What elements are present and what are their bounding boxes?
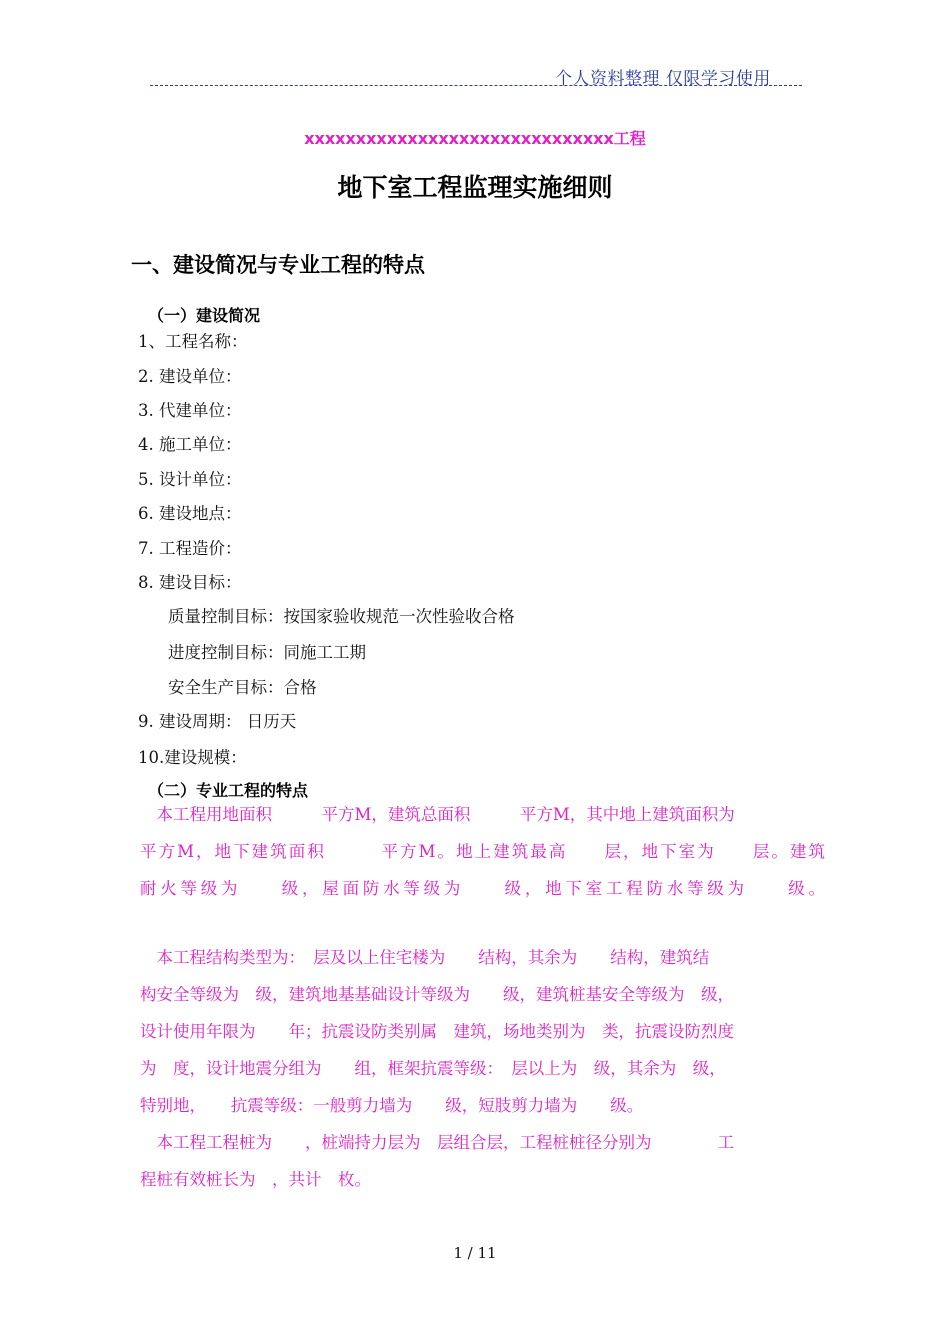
item-location: 6. 建设地点： [138,504,242,523]
paragraph-line: 本工程结构类型为： 层及以上住宅楼为 结构，其余为 结构，建筑结 [140,948,710,967]
paragraph-line: 耐火等级为 级，屋面防水等级为 级，地下室工程防水等级为 级。 [140,879,825,898]
item-project-name: 1、工程名称： [138,332,248,351]
paragraph-line: 本工程工程桩为 ，桩端持力层为 层组合层，工程桩桩径分别为 工 [140,1133,734,1152]
item-scale: 10.建设规模： [138,748,247,767]
page-number: 1 / 11 [453,1244,497,1262]
goal-schedule: 进度控制目标：同施工工期 [168,643,366,662]
item-goals: 8. 建设目标： [138,573,242,592]
paragraph-line: 设计使用年限为 年；抗震设防类别属 建筑，场地类别为 类，抗震设防烈度 [140,1022,734,1041]
paragraph-line: 程桩有效桩长为 ，共计 枚。 [140,1170,371,1189]
goal-quality: 质量控制目标：按国家验收规范一次性验收合格 [168,607,515,626]
item-owner: 2. 建设单位： [138,367,242,386]
item-agent: 3. 代建单位： [138,401,242,420]
item-designer: 5. 设计单位： [138,470,242,489]
paragraph-line: 平方M，地下建筑面积 平方M。地上建筑最高 层，地下室为 层。建筑 [140,842,825,861]
goal-safety: 安全生产目标：合格 [168,678,317,697]
paragraph-line: 为 度，设计地震分组为 组，框架抗震等级： 层以上为 级，其余为 级， [140,1059,726,1078]
page-header-text: 个人资料整理 仅限学习使用 [555,69,771,89]
section-heading: 一、建设简况与专业工程的特点 [131,253,425,277]
subsection-heading-overview: （一）建设简况 [148,306,261,325]
document-title: 地下室工程监理实施细则 [337,173,613,202]
item-cost: 7. 工程造价： [138,539,242,558]
paragraph-line: 本工程用地面积 平方M，建筑总面积 平方M，其中地上建筑面积为 [140,805,735,824]
paragraph-line: 构安全等级为 级，建筑地基基础设计等级为 级，建筑桩基安全等级为 级， [140,985,734,1004]
paragraph-line: 特别地， 抗震等级：一般剪力墙为 级，短肢剪力墙为 级。 [140,1096,644,1115]
paragraph-structure [140,939,825,1124]
project-name: xxxxxxxxxxxxxxxxxxxxxxxxxxxxxx工程 [304,129,646,148]
paragraph-piles [140,1124,825,1198]
paragraph-area [140,796,825,907]
item-period: 9. 建设周期： 日历天 [138,712,297,731]
item-contractor: 4. 施工单位： [138,435,242,454]
subsection-heading-features: （二）专业工程的特点 [148,781,309,800]
header-divider [150,85,802,86]
